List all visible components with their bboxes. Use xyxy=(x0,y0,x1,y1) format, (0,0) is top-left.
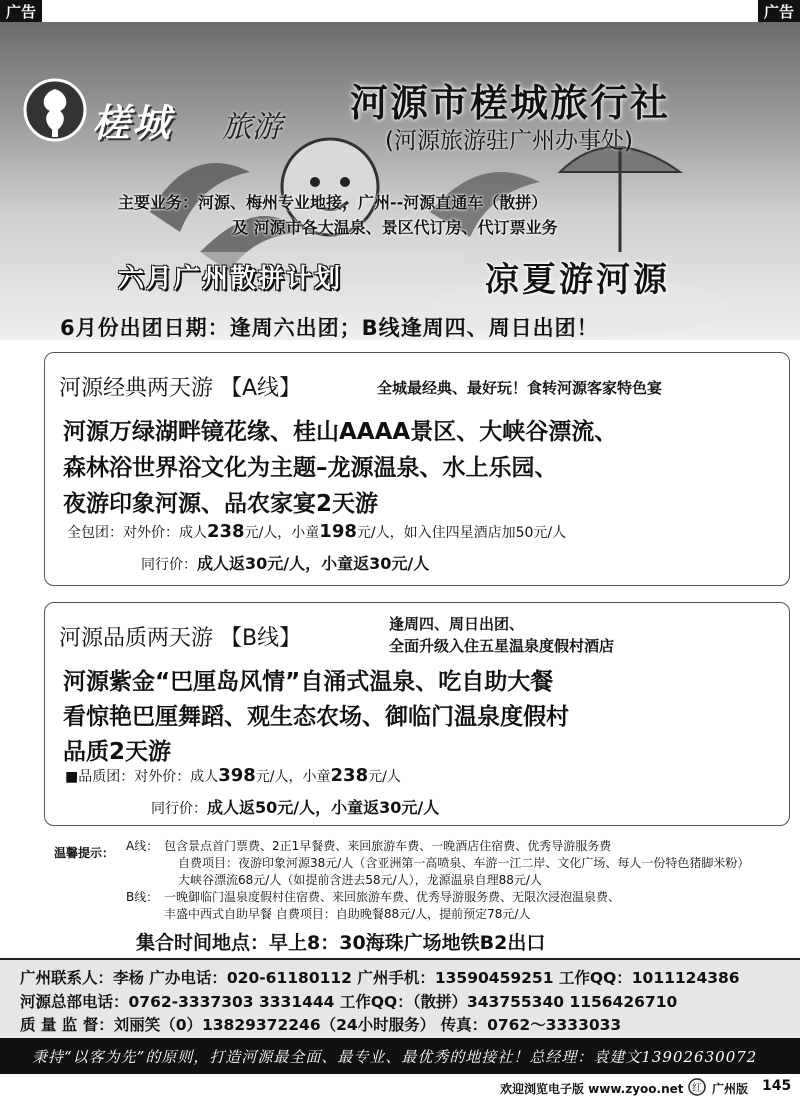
contact-band xyxy=(0,958,800,1040)
agency-subtitle: (河源旅游驻广州办事处) xyxy=(385,128,633,154)
route-b-box xyxy=(44,602,790,826)
route-a-note: 全城最经典、最好玩！食转河源客家特色宴 xyxy=(377,379,663,397)
route-b-peer-price: 成人返50元/人，小童返30元/人 xyxy=(207,798,440,817)
footer-page-number: 145 xyxy=(762,1078,792,1094)
route-b-note-1: 逢周四、周日出团、 xyxy=(389,615,525,633)
route-b-highlight-1: 河源紫金“巴厘岛风情”自涌式温泉、吃自助大餐 xyxy=(63,669,554,695)
motto-bar xyxy=(0,1038,800,1074)
route-a-price xyxy=(67,521,566,542)
motto-text: 秉持“以客为先”的原则，打造河源最全面、最专业、最优秀的地接社！总经理：袁建文13902630072 xyxy=(32,1048,758,1066)
route-b-price-mid: 元/人，小童 xyxy=(255,769,331,785)
route-a-highlight-3: 夜游印象河源、品农家宴2天游 xyxy=(63,491,379,517)
route-b-highlight-2: 看惊艳巴厘舞蹈、观生态农场、御临门温泉度假村 xyxy=(63,704,569,730)
tips-label: 温馨提示： xyxy=(54,846,115,860)
route-b-adult-price: 398 xyxy=(218,765,256,786)
route-a-child-price: 198 xyxy=(319,521,357,542)
agency-title: 河源市槎城旅行社 xyxy=(350,81,671,125)
contact-row-2: 河源总部电话：0762-3337303 3331444 工作QQ：（散拼）343755340 1156426710 xyxy=(20,993,678,1011)
route-b-peer xyxy=(151,795,439,818)
route-b-child-price: 238 xyxy=(330,765,369,786)
route-a-price-tail: 元/人，如入住四星酒店加50元/人 xyxy=(356,525,567,541)
ad-tag-left: 广告 xyxy=(0,0,42,24)
svg-text:红: 红 xyxy=(692,1083,702,1094)
hero-banner xyxy=(0,22,800,340)
route-b-title: 河源品质两天游 【B线】 xyxy=(59,626,302,651)
route-a-peer-price: 成人返30元/人，小童返30元/人 xyxy=(197,554,430,573)
tips-a-line-2: 自费项目：夜游印象河源38元/人（含亚洲第一高喷泉、车游一江二岸、文化广场、每人一份特色猪脚米粉） xyxy=(178,856,750,870)
tips-b-line-1: 一晚御临门温泉度假村住宿费、来回旅游车费、优秀导游服务费、无限次浸泡温泉费、 xyxy=(164,890,621,904)
contact-row-1: 广州联系人：李杨 广办电话：020-61180112 广州手机：13590459251 工作QQ：1011124386 xyxy=(20,969,740,987)
route-a-price-label: 全包团：对外价：成人 xyxy=(67,525,207,541)
contact-row-3: 质 量 监 督：刘丽笑（0）13829372246（24小时服务） 传真：0762～3333033 xyxy=(20,1016,622,1034)
assembly-info: 集合时间地点：早上8：30海珠广场地铁B2出口 xyxy=(136,932,546,954)
footer-browse: 欢迎浏览电子版 www.zyoo.net xyxy=(500,1082,684,1096)
tips-b-line-2: 丰盛中西式自助早餐 自费项目：自助晚餐88元/人，提前预定78元/人 xyxy=(164,907,531,921)
tips-a-line-3: 大峡谷漂流68元/人（如提前含进去58元/人），龙源温泉自理88元/人 xyxy=(178,873,542,887)
plan-left-title: 六月广州散拼计划 xyxy=(118,264,343,294)
ad-tag-right: 广告 xyxy=(758,0,800,24)
route-b-highlight-3: 品质2天游 xyxy=(63,739,172,765)
route-a-adult-price: 238 xyxy=(207,521,245,542)
footer-edition: 广州版 xyxy=(712,1082,749,1096)
route-a-title: 河源经典两天游 【A线】 xyxy=(59,376,302,401)
route-a-highlight-2: 森林浴世界浴文化为主题–龙源温泉、水上乐园、 xyxy=(63,455,558,481)
brand-tour-word: 旅游 xyxy=(222,110,282,145)
tips-a-label: A线： xyxy=(126,839,159,853)
route-b-price-tail: 元/人 xyxy=(368,769,401,785)
plan-right-title: 凉夏游河源 xyxy=(485,260,670,300)
route-a-box xyxy=(44,352,790,586)
route-b-note-2: 全面升级入住五星温泉度假村酒店 xyxy=(389,637,615,655)
route-a-highlight-1: 河源万绿湖畔镜花缘、桂山AAAA景区、大峡谷漂流、 xyxy=(63,419,618,445)
tips-b-label: B线： xyxy=(126,890,159,904)
departure-dates: 6月份出团日期：逢周六出团；B线逢周四、周日出团！ xyxy=(60,316,599,340)
route-a-price-mid: 元/人，小童 xyxy=(244,525,320,541)
tips-a-line-1: 包含景点首门票费、2正1早餐费、来回旅游车费、一晚酒店住宿费、优秀导游服务费 xyxy=(164,839,612,853)
route-a-peer-label: 同行价： xyxy=(141,557,197,573)
tree-logo-icon xyxy=(22,77,88,143)
business-line-1: 主要业务：河源、梅州专业地接，广州--河源直通车（散拼） xyxy=(118,193,548,212)
route-a-peer xyxy=(141,551,429,574)
red-circle-logo-icon xyxy=(688,1078,706,1096)
route-b-price-label: ■品质团：对外价：成人 xyxy=(65,769,219,785)
route-b-price xyxy=(65,765,401,786)
business-line-2: 及 河源市各大温泉、景区代订房、代订票业务 xyxy=(232,218,558,237)
brand-name: 槎城 xyxy=(92,101,173,145)
route-b-peer-label: 同行价： xyxy=(151,801,207,817)
